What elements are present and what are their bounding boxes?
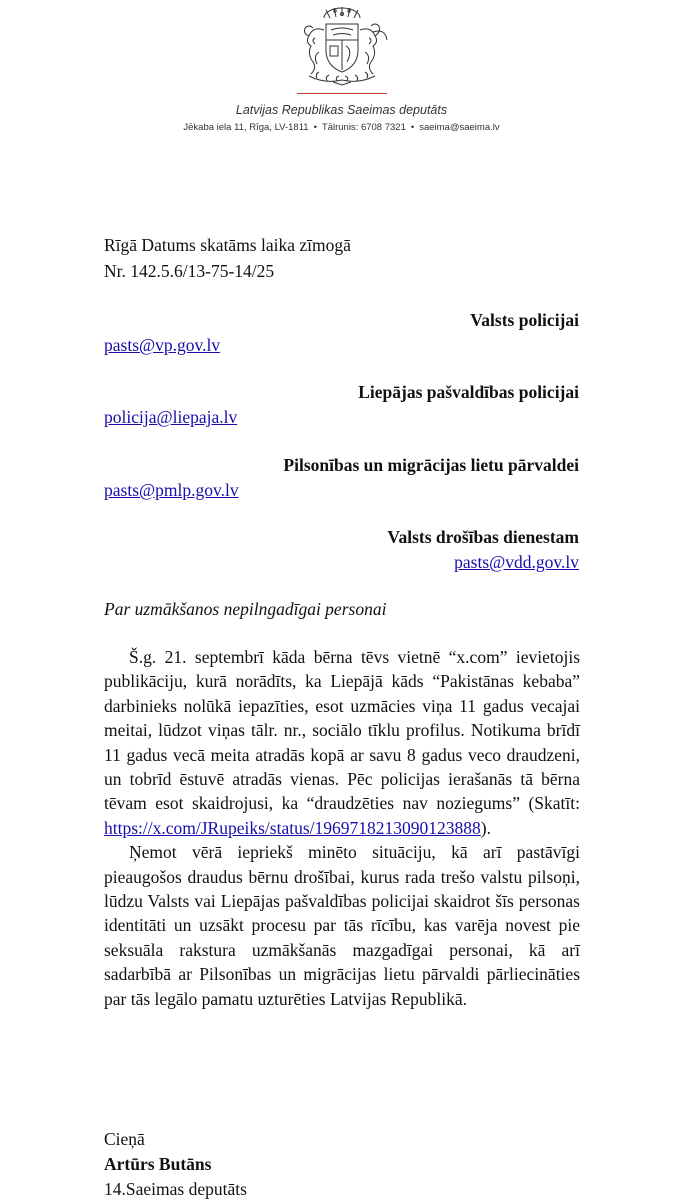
signatory-title: 14.Saeimas deputāts (104, 1179, 247, 1199)
bullet-separator: • (313, 122, 317, 133)
recipient-email-link[interactable]: pasts@pmlp.gov.lv (104, 480, 239, 500)
coat-of-arms-icon (289, 6, 395, 86)
body-paragraph (104, 645, 580, 840)
recipient-name: Valsts policijai (470, 310, 579, 330)
sender-contacts (0, 122, 683, 133)
bullet-separator: • (410, 122, 415, 133)
reference-number: Nr. 142.5.6/13-75-14/25 (104, 261, 275, 281)
sender-office: Latvijas Republikas Saeimas deputāts (235, 103, 448, 117)
paragraph-text: Š.g. 21. septembrī kāda bērna tēvs vietnē “x.com” ievietojis publikāciju, kurā norādīts, ka Liepājā kāds “Pakistānas kebaba” darbinieks nolūkā iepazīties, esot uzmācies viņa 11 gadus vecajai meitai, lūdzot viņas tālr. nr., sociālo tīklu profilus. Notikuma brīdī 11 gadus vecā meita atradās kopā ar savu 8 gadus veco draudzeni, un tobrīd ēstuvē atradās vienas. Pēc policijas ierašanās tā bērna tēvam esot skaidrojusi, ka “draudzēties nav noziegums” (Skatīt: (104, 647, 580, 814)
recipient-email-link[interactable]: policija@liepaja.lv (104, 407, 238, 427)
closing-greeting: Cieņā (104, 1129, 145, 1149)
sender-email: saeima@saeima.lv (419, 122, 500, 133)
place-date: Rīgā Datums skatāms laika zīmogā (104, 235, 351, 255)
letter-body (104, 645, 580, 1011)
body-paragraph: Ņemot vērā iepriekš minēto situāciju, kā arī pastāvīgi pieaugošos draudus bērnu drošībai, kurus rada trešo valstu pilsoņi, lūdzu Valsts vai Liepājas pašvaldības policijai skaidrot šīs personas identitāti un uzsākt procesu par tās rīcību, kas varēja novest pie seksuāla rakstura uzmākšanās mazgadīgai personai, kā arī sadarbībā ar Pilsonības un migrācijas lietu pārvaldi pārliecināties par tās legālo pamatu uzturēties Latvijas Republikā. (104, 842, 580, 1009)
recipient-email-link[interactable]: pasts@vp.gov.lv (104, 335, 221, 355)
recipient-email-link[interactable]: pasts@vdd.gov.lv (454, 552, 579, 572)
sender-address: Jēkaba iela 11, Rīga, LV-1811 (183, 122, 309, 133)
signatory-name: Artūrs Butāns (104, 1154, 212, 1174)
subject-line: Par uzmākšanos nepilngadīgai personai (104, 599, 387, 619)
recipient-name: Pilsonības un migrācijas lietu pārvaldei (283, 455, 579, 475)
recipient-name: Valsts drošības dienestam (387, 527, 579, 547)
sender-phone: Tālrunis: 6708 7321 (321, 122, 406, 133)
header-divider (297, 93, 387, 94)
status-link[interactable]: https://x.com/JRupeiks/status/1969718213090123888 (104, 817, 481, 838)
paragraph-end: ). (480, 817, 491, 838)
recipient-name: Liepājas pašvaldības policijai (358, 382, 579, 402)
